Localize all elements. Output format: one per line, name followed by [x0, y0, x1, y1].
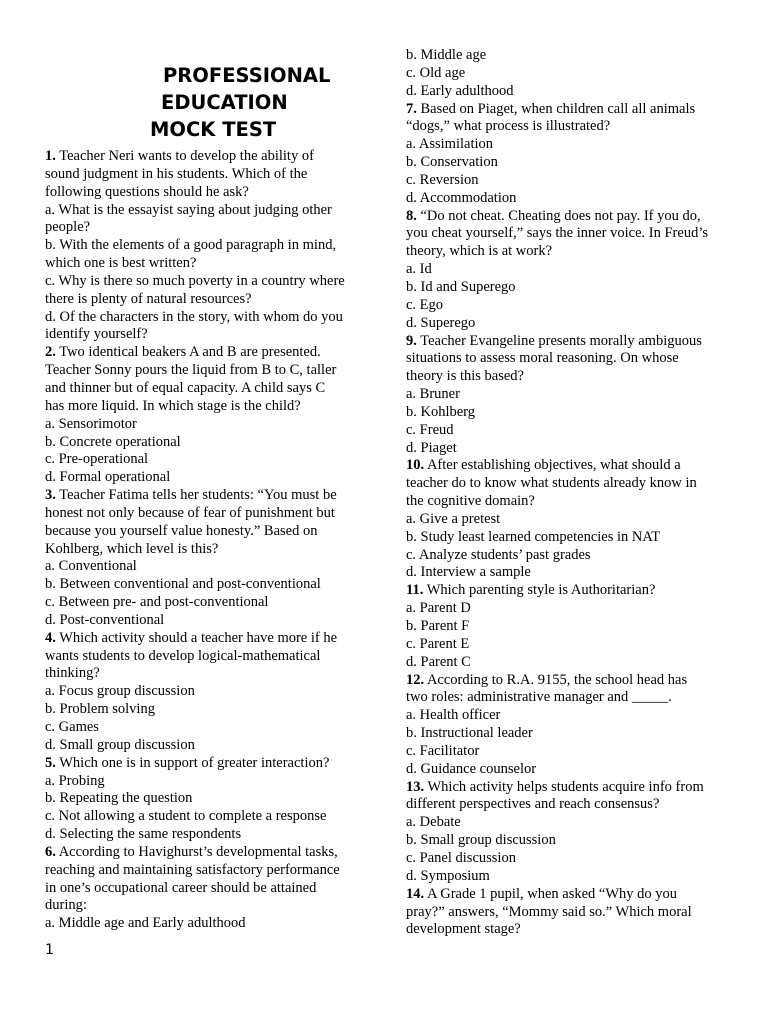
- question-block: [45, 755, 359, 773]
- answer-option: [45, 773, 359, 791]
- question-text-line: two roles: administrative manager and _____.: [406, 689, 672, 706]
- answer-option: [406, 654, 724, 672]
- question-first-line: [406, 672, 724, 690]
- option-text-line: b. Instructional leader: [406, 725, 533, 742]
- question-first-line: [406, 779, 724, 797]
- option-text-line: b. Middle age: [406, 47, 487, 63]
- option-text-line: d. Parent C: [406, 653, 471, 670]
- option-text-line: c. Ego: [406, 296, 444, 313]
- question-number: 8.: [406, 207, 417, 224]
- answer-option: [45, 416, 359, 434]
- title-line: MOCK TEST: [150, 118, 277, 141]
- question-text: Which one is in support of greater interaction?: [55, 754, 330, 771]
- option-text-line: d. Piaget: [406, 439, 457, 456]
- option-text-line: c. Old age: [406, 64, 466, 81]
- option-text-line: a. Assimilation: [406, 136, 493, 153]
- answer-option: [406, 814, 724, 832]
- answer-option: [45, 576, 359, 594]
- option-text-line: c. Analyze students’ past grades: [406, 546, 591, 563]
- option-text-line: d. Superego: [406, 314, 476, 331]
- title-line: PROFESSIONAL: [163, 64, 331, 87]
- answer-option: [45, 826, 359, 844]
- question-block: [406, 582, 724, 600]
- answer-option: [45, 808, 359, 826]
- question-block: [406, 208, 724, 262]
- question-text-line: the cognitive domain?: [406, 493, 535, 510]
- option-text-line: b. Small group discussion: [406, 832, 556, 849]
- option-text-line: identify yourself?: [45, 326, 148, 343]
- question-text-line: honest not only because of fear of punishment but: [45, 504, 335, 521]
- option-text-line: c. Facilitator: [406, 742, 480, 759]
- question-text: A Grade 1 pupil, when asked “Why do you: [424, 885, 678, 902]
- question-number: 4.: [45, 629, 56, 646]
- answer-option: [406, 725, 724, 743]
- option-text-line: b. Repeating the question: [45, 790, 193, 807]
- answer-option: [406, 761, 724, 779]
- question-first-line: [45, 487, 359, 505]
- question-text-line: development stage?: [406, 921, 521, 938]
- question-first-line: [45, 844, 359, 862]
- answer-option: [406, 261, 724, 279]
- question-text-line: theory, which is at work?: [406, 243, 553, 260]
- answer-option: [406, 154, 724, 172]
- answer-option: [45, 434, 359, 452]
- answer-option: [406, 850, 724, 868]
- question-text: According to R.A. 9155, the school head has: [424, 671, 688, 688]
- question-text-line: thinking?: [45, 665, 100, 682]
- answer-option: [406, 279, 724, 297]
- option-text-line: d. Selecting the same respondents: [45, 826, 242, 843]
- question-block: [406, 886, 724, 940]
- answer-option: [45, 701, 359, 719]
- option-text-line: c. Reversion: [406, 171, 479, 188]
- option-text-line: d. Early adulthood: [406, 82, 514, 99]
- question-text-line: “dogs,” what process is illustrated?: [406, 118, 611, 135]
- question-block: [406, 779, 724, 815]
- question-text: Teacher Evangeline presents morally ambiguous: [416, 332, 702, 349]
- option-text-line: a. Probing: [45, 772, 105, 789]
- option-text-line: c. Parent E: [406, 635, 470, 652]
- question-block: [406, 333, 724, 387]
- question-block: [406, 457, 724, 511]
- question-text-line: during:: [45, 897, 87, 914]
- question-text-line: and thinner but of equal capacity. A child says C: [45, 379, 326, 396]
- question-text: Based on Piaget, when children call all animals: [416, 100, 696, 117]
- option-text-line: a. Give a pretest: [406, 510, 501, 527]
- question-text: Teacher Fatima tells her students: “You must be: [55, 487, 337, 504]
- question-text: Teacher Neri wants to develop the ability of: [55, 148, 314, 164]
- question-text: Which activity should a teacher have more if he: [55, 629, 338, 646]
- answer-option: [45, 737, 359, 755]
- option-text-line: a. Debate: [406, 814, 461, 831]
- question-first-line: [45, 148, 359, 166]
- option-text-line: a. Bruner: [406, 386, 460, 403]
- option-text-line: b. Conservation: [406, 154, 498, 171]
- answer-option: [406, 65, 724, 83]
- question-number: 6.: [45, 843, 56, 860]
- answer-option: [406, 386, 724, 404]
- answer-option: [406, 404, 724, 422]
- answer-option: [406, 707, 724, 725]
- question-block: [45, 844, 359, 915]
- answer-option: [45, 683, 359, 701]
- question-text-line: different perspectives and reach consensus?: [406, 796, 660, 813]
- question-first-line: [45, 344, 359, 362]
- option-text-line: b. Id and Superego: [406, 278, 516, 295]
- option-text-line: a. Health officer: [406, 707, 501, 724]
- right-column: [406, 47, 724, 939]
- option-text-line: a. Middle age and Early adulthood: [45, 915, 246, 932]
- question-number: 9.: [406, 332, 417, 349]
- answer-option: [45, 273, 359, 309]
- answer-option: [406, 422, 724, 440]
- option-text-line: a. Parent D: [406, 600, 471, 617]
- option-text-line: b. Concrete operational: [45, 433, 181, 450]
- answer-option: [406, 743, 724, 761]
- option-text-line: d. Interview a sample: [406, 564, 531, 581]
- answer-option: [406, 297, 724, 315]
- answer-option: [45, 558, 359, 576]
- answer-option: [406, 190, 724, 208]
- option-text-line: b. Problem solving: [45, 701, 155, 718]
- question-first-line: [406, 886, 724, 904]
- answer-option: [45, 790, 359, 808]
- question-block: [406, 672, 724, 708]
- option-text-line: d. Accommodation: [406, 189, 517, 206]
- option-text-line: c. Games: [45, 719, 99, 735]
- option-text-line: d. Post-conventional: [45, 611, 165, 628]
- answer-option: [406, 315, 724, 333]
- answer-option: [406, 618, 724, 636]
- option-text-line: people?: [45, 219, 91, 236]
- question-text: According to Havighurst’s developmental tasks,: [55, 843, 338, 860]
- question-text-line: theory is this based?: [406, 368, 524, 385]
- question-text: Which parenting style is Authoritarian?: [423, 582, 656, 599]
- question-text-line: wants students to develop logical-mathematical: [45, 647, 321, 664]
- option-text-line: d. Of the characters in the story, with whom do you: [45, 308, 343, 325]
- answer-option: [45, 237, 359, 273]
- question-block: [45, 344, 359, 415]
- option-text-line: d. Small group discussion: [45, 736, 195, 753]
- option-text-line: a. Conventional: [45, 558, 137, 575]
- question-number: 7.: [406, 100, 417, 117]
- question-number: 11.: [406, 582, 424, 599]
- question-text: Two identical beakers A and B are presented.: [55, 344, 321, 361]
- option-text-line: b. With the elements of a good paragraph in mind,: [45, 237, 337, 254]
- question-first-line: [406, 101, 724, 119]
- answer-option: [45, 451, 359, 469]
- question-block: [45, 148, 359, 202]
- question-first-line: [406, 333, 724, 351]
- option-text-line: b. Kohlberg: [406, 403, 476, 420]
- answer-option: [45, 309, 359, 345]
- answer-option: [406, 529, 724, 547]
- answer-option: [406, 636, 724, 654]
- option-text-line: which one is best written?: [45, 255, 197, 272]
- answer-option: [406, 547, 724, 565]
- option-text-line: c. Pre-operational: [45, 451, 149, 468]
- question-text-line: pray?” answers, “Mommy said so.” Which moral: [406, 903, 692, 920]
- answer-option: [406, 136, 724, 154]
- question-first-line: [45, 755, 359, 773]
- answer-option: [45, 719, 359, 737]
- document-title: [45, 62, 355, 143]
- option-text-line: c. Panel discussion: [406, 849, 516, 866]
- question-number: 13.: [406, 778, 425, 795]
- question-first-line: [45, 630, 359, 648]
- question-number: 12.: [406, 671, 425, 688]
- question-block: [406, 101, 724, 137]
- question-text-line: Kohlberg, which level is this?: [45, 540, 219, 557]
- question-first-line: [406, 582, 724, 600]
- question-text: Which activity helps students acquire info from: [424, 778, 704, 795]
- option-text-line: d. Guidance counselor: [406, 760, 537, 777]
- question-number: 3.: [45, 487, 56, 504]
- question-number: 14.: [406, 885, 425, 902]
- answer-option: [406, 564, 724, 582]
- question-block: [45, 630, 359, 684]
- question-number: 2.: [45, 344, 56, 361]
- question-text: “Do not cheat. Cheating does not pay. If you do,: [416, 207, 701, 224]
- question-text-line: following questions should he ask?: [45, 183, 249, 200]
- question-text-line: situations to assess moral reasoning. On whose: [406, 350, 679, 367]
- question-text-line: in one’s occupational career should be attained: [45, 879, 317, 896]
- question-text-line: reaching and maintaining satisfactory performance: [45, 861, 340, 878]
- option-text-line: d. Formal operational: [45, 469, 171, 486]
- option-text-line: c. Between pre- and post-conventional: [45, 594, 269, 611]
- answer-option: [45, 594, 359, 612]
- question-first-line: [406, 457, 724, 475]
- answer-option: [406, 832, 724, 850]
- title-line: EDUCATION: [161, 91, 288, 114]
- left-column: [45, 148, 359, 933]
- answer-option: [406, 83, 724, 101]
- answer-option: [45, 202, 359, 238]
- question-number: 5.: [45, 754, 56, 771]
- answer-option: [406, 172, 724, 190]
- answer-option: [406, 47, 724, 65]
- question-text-line: has more liquid. In which stage is the child?: [45, 397, 301, 414]
- question-first-line: [406, 208, 724, 226]
- option-text-line: c. Freud: [406, 421, 454, 438]
- option-text-line: b. Between conventional and post-conventional: [45, 576, 321, 593]
- option-text-line: there is plenty of natural resources?: [45, 290, 252, 307]
- answer-option: [406, 511, 724, 529]
- answer-option: [406, 440, 724, 458]
- option-text-line: a. What is the essayist saying about judging other: [45, 201, 332, 218]
- option-text-line: a. Focus group discussion: [45, 683, 195, 700]
- answer-option: [45, 915, 359, 933]
- question-text-line: because you yourself value honesty.” Based on: [45, 522, 318, 539]
- answer-option: [406, 600, 724, 618]
- answer-option: [45, 469, 359, 487]
- question-number: 1.: [45, 148, 56, 164]
- question-text: After establishing objectives, what should a: [424, 457, 681, 474]
- option-text-line: a. Id: [406, 261, 432, 278]
- question-text-line: you cheat yourself,” says the inner voice. In Freud’s: [406, 225, 708, 242]
- page-number: 1: [45, 942, 54, 958]
- option-text-line: d. Symposium: [406, 867, 490, 884]
- question-text-line: sound judgment in his students. Which of the: [45, 165, 308, 182]
- answer-option: [406, 868, 724, 886]
- question-block: [45, 487, 359, 558]
- question-text-line: teacher do to know what students already know in: [406, 475, 697, 492]
- answer-option: [45, 612, 359, 630]
- option-text-line: c. Why is there so much poverty in a country where: [45, 272, 345, 289]
- option-text-line: a. Sensorimotor: [45, 415, 137, 432]
- option-text-line: b. Study least learned competencies in NAT: [406, 528, 661, 545]
- option-text-line: b. Parent F: [406, 618, 470, 634]
- question-text-line: Teacher Sonny pours the liquid from B to C, taller: [45, 362, 337, 379]
- option-text-line: c. Not allowing a student to complete a response: [45, 808, 327, 825]
- question-number: 10.: [406, 457, 425, 474]
